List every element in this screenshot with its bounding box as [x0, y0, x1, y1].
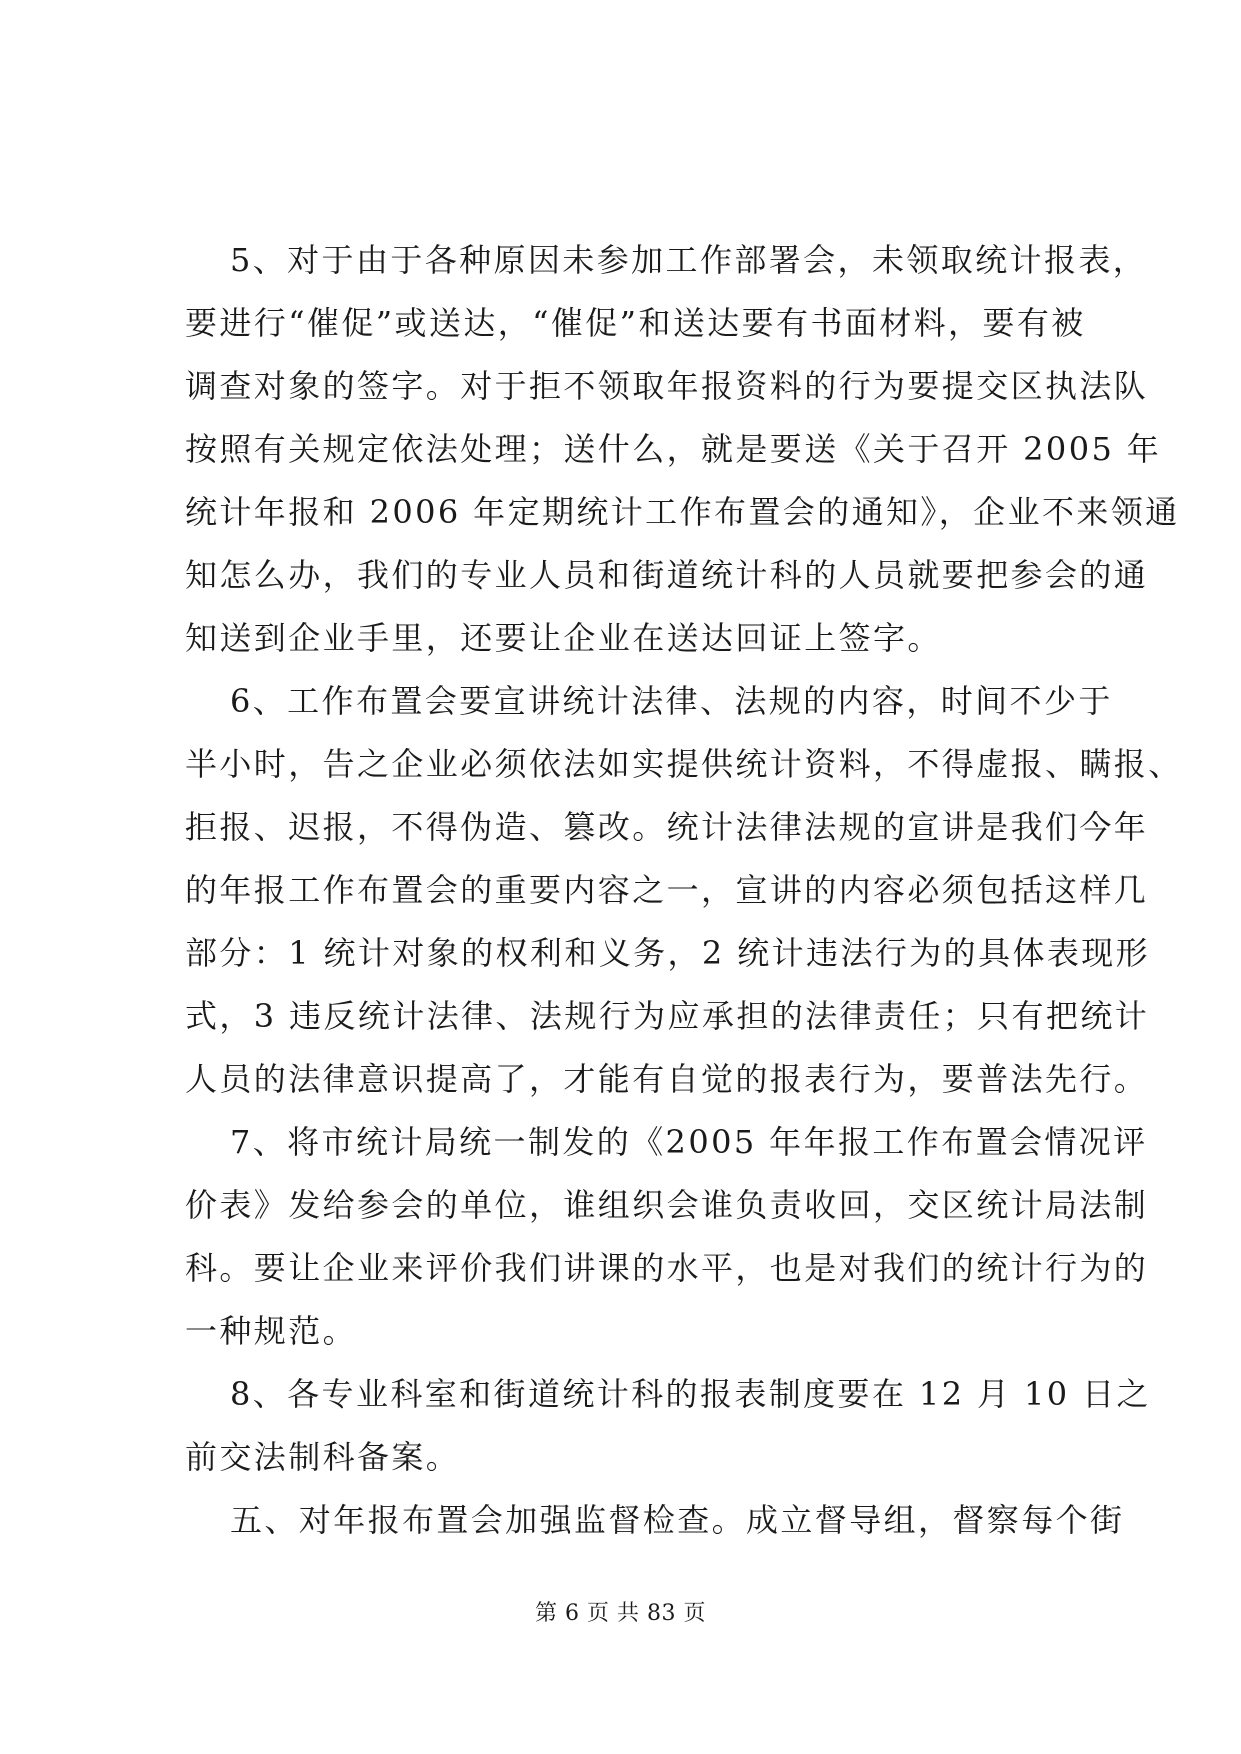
page-footer: 第 6 页 共 83 页 [535, 1601, 706, 1626]
paragraph-8-line-1: 8、各专业科室和街道统计科的报表制度要在 12 月 10 日之 [230, 1375, 1151, 1413]
paragraph-5-line-5: 统计年报和 2006 年定期统计工作布置会的通知》，企业不来领通 [185, 493, 1180, 531]
paragraph-6-line-6: 式，3 违反统计法律、法规行为应承担的法律责任；只有把统计 [185, 997, 1150, 1035]
paragraph-5-line-7: 知送到企业手里，还要让企业在送达回证上签字。 [185, 619, 942, 657]
paragraph-6-line-4: 的年报工作布置会的重要内容之一，宣讲的内容必须包括这样几 [185, 871, 1149, 909]
paragraph-7-line-4: 一种规范。 [185, 1312, 358, 1350]
paragraph-5-line-4: 按照有关规定依法处理；送什么，就是要送《关于召开 2005 年 [185, 430, 1162, 468]
paragraph-7-line-2: 价表》发给参会的单位，谁组织会谁负责收回，交区统计局法制 [185, 1186, 1149, 1224]
section-5-line-1: 五、对年报布置会加强监督检查。成立督导组，督察每个街 [230, 1501, 1125, 1539]
paragraph-6-line-1: 6、工作布置会要宣讲统计法律、法规的内容，时间不少于 [230, 682, 1113, 720]
paragraph-8-line-2: 前交法制科备案。 [185, 1438, 461, 1476]
paragraph-5-line-3: 调查对象的签字。对于拒不领取年报资料的行为要提交区执法队 [185, 367, 1149, 405]
paragraph-5-line-1: 5、对于由于各种原因未参加工作部署会，未领取统计报表， [230, 241, 1148, 279]
paragraph-5-line-2: 要进行“催促”或送达，“催促”和送达要有书面材料，要有被 [185, 304, 1086, 342]
paragraph-5-line-6: 知怎么办，我们的专业人员和街道统计科的人员就要把参会的通 [185, 556, 1149, 594]
paragraph-6-line-5: 部分：1 统计对象的权利和义务，2 统计违法行为的具体表现形 [185, 934, 1151, 972]
paragraph-7-line-3: 科。要让企业来评价我们讲课的水平，也是对我们的统计行为的 [185, 1249, 1149, 1287]
paragraph-7-line-1: 7、将市统计局统一制发的《2005 年年报工作布置会情况评 [230, 1123, 1148, 1161]
paragraph-6-line-2: 半小时，告之企业必须依法如实提供统计资料，不得虚报、瞒报、 [185, 745, 1183, 783]
paragraph-6-line-7: 人员的法律意识提高了，才能有自觉的报表行为，要普法先行。 [185, 1060, 1149, 1098]
paragraph-6-line-3: 拒报、迟报，不得伪造、篡改。统计法律法规的宣讲是我们今年 [185, 808, 1149, 846]
